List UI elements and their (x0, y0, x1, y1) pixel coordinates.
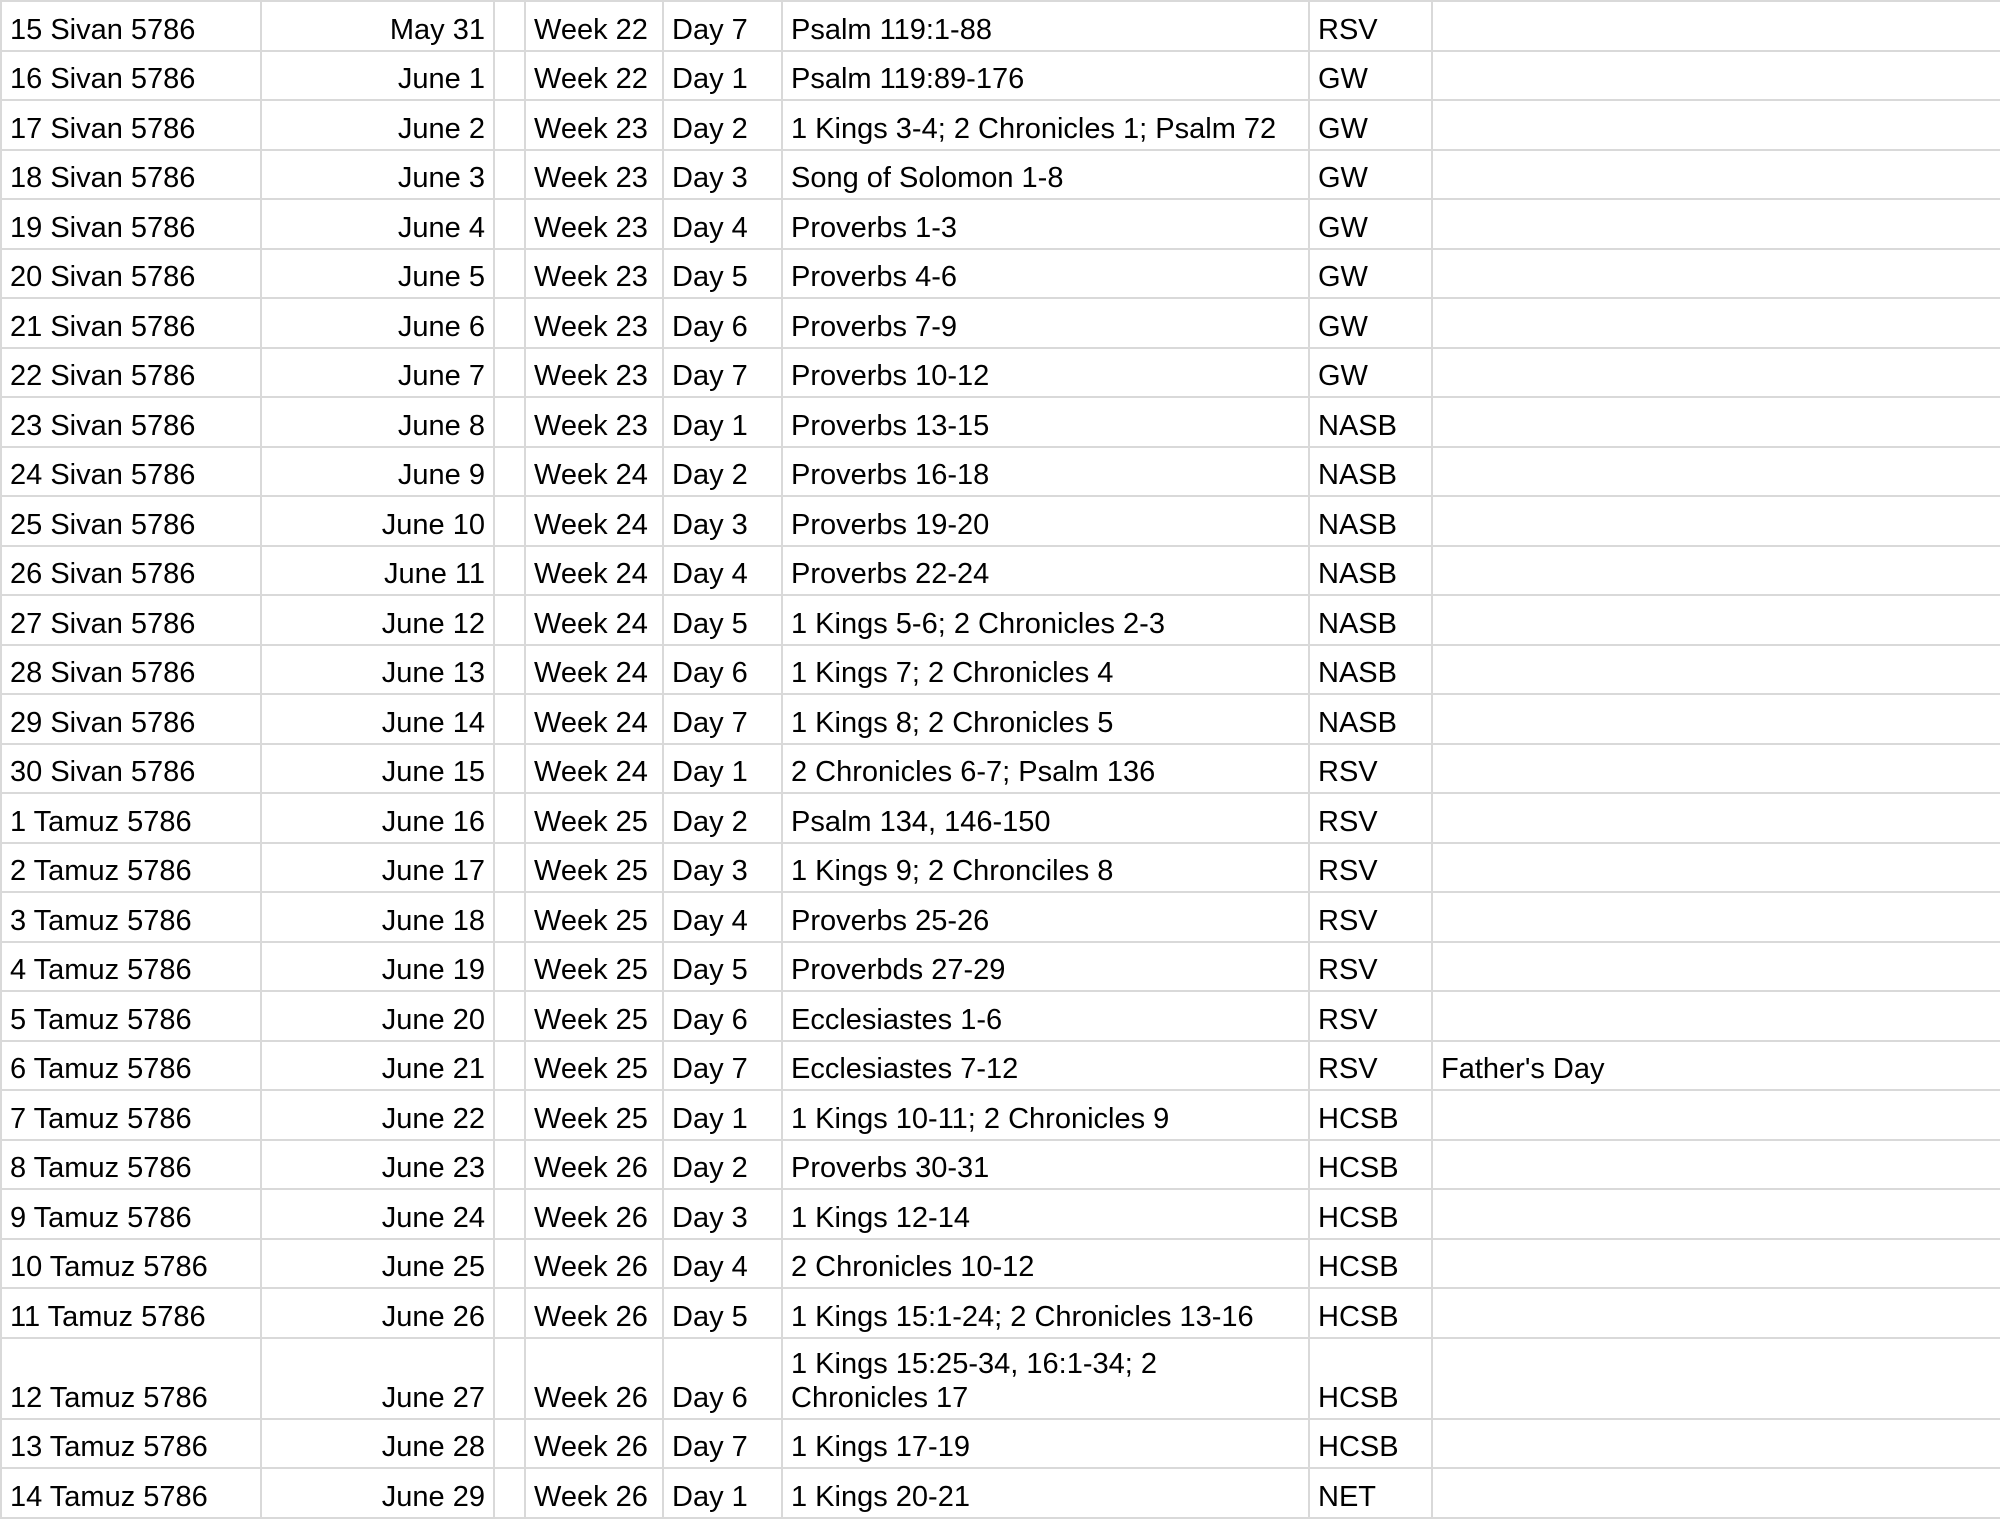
blank-cell[interactable] (494, 496, 525, 546)
day-cell[interactable]: Day 2 (663, 447, 782, 497)
day-cell[interactable]: Day 7 (663, 1419, 782, 1469)
table-row (1, 892, 2000, 942)
day-cell[interactable]: Day 7 (663, 694, 782, 744)
reading-cell[interactable]: 1 Kings 9; 2 Chronciles 8 (782, 843, 1309, 893)
day-cell[interactable]: Day 5 (663, 249, 782, 299)
reading-cell[interactable]: Proverbs 25-26 (782, 892, 1309, 942)
reading-cell[interactable]: Proverbs 13-15 (782, 397, 1309, 447)
date-cell[interactable]: June 29 (261, 1468, 494, 1518)
translation-cell[interactable]: NASB (1309, 447, 1432, 497)
hebrew-date-cell[interactable]: 27 Sivan 5786 (1, 595, 261, 645)
date-cell[interactable]: June 9 (261, 447, 494, 497)
table-row (1, 1140, 2000, 1190)
date-cell[interactable]: June 19 (261, 942, 494, 992)
translation-cell[interactable]: GW (1309, 150, 1432, 200)
note-cell[interactable] (1432, 744, 2000, 794)
table-row (1, 298, 2000, 348)
reading-cell[interactable]: Proverbs 10-12 (782, 348, 1309, 398)
day-cell[interactable]: Day 5 (663, 942, 782, 992)
week-cell[interactable]: Week 24 (525, 546, 663, 596)
table-row (1, 51, 2000, 101)
date-cell[interactable]: June 25 (261, 1239, 494, 1289)
day-cell[interactable]: Day 2 (663, 1140, 782, 1190)
week-cell[interactable]: Week 23 (525, 298, 663, 348)
blank-cell[interactable] (494, 1189, 525, 1239)
week-cell[interactable]: Week 26 (525, 1189, 663, 1239)
note-cell[interactable] (1432, 348, 2000, 398)
date-cell[interactable]: May 31 (261, 1, 494, 51)
table-row (1, 100, 2000, 150)
week-cell[interactable]: Week 26 (525, 1468, 663, 1518)
blank-cell[interactable] (494, 694, 525, 744)
blank-cell[interactable] (494, 645, 525, 695)
date-cell[interactable]: June 4 (261, 199, 494, 249)
hebrew-date-cell[interactable]: 21 Sivan 5786 (1, 298, 261, 348)
note-cell[interactable] (1432, 645, 2000, 695)
reading-cell[interactable]: 1 Kings 7; 2 Chronicles 4 (782, 645, 1309, 695)
day-cell[interactable]: Day 3 (663, 1189, 782, 1239)
blank-cell[interactable] (494, 744, 525, 794)
week-cell[interactable]: Week 24 (525, 694, 663, 744)
hebrew-date-cell[interactable]: 6 Tamuz 5786 (1, 1041, 261, 1091)
date-cell[interactable]: June 5 (261, 249, 494, 299)
date-cell[interactable]: June 15 (261, 744, 494, 794)
blank-cell[interactable] (494, 1239, 525, 1289)
reading-cell[interactable]: Psalm 119:89-176 (782, 51, 1309, 101)
hebrew-date-cell[interactable]: 11 Tamuz 5786 (1, 1288, 261, 1338)
hebrew-date-cell[interactable]: 9 Tamuz 5786 (1, 1189, 261, 1239)
translation-cell[interactable]: GW (1309, 100, 1432, 150)
table-row (1, 1090, 2000, 1140)
day-cell[interactable]: Day 1 (663, 744, 782, 794)
day-cell[interactable]: Day 4 (663, 199, 782, 249)
note-cell[interactable] (1432, 1239, 2000, 1289)
hebrew-date-cell[interactable]: 15 Sivan 5786 (1, 1, 261, 51)
day-cell[interactable]: Day 7 (663, 348, 782, 398)
day-cell[interactable]: Day 3 (663, 150, 782, 200)
translation-cell[interactable]: GW (1309, 249, 1432, 299)
reading-cell[interactable]: Psalm 134, 146-150 (782, 793, 1309, 843)
table-row (1, 1419, 2000, 1469)
date-cell[interactable]: June 22 (261, 1090, 494, 1140)
hebrew-date-cell[interactable]: 19 Sivan 5786 (1, 199, 261, 249)
note-cell[interactable] (1432, 249, 2000, 299)
day-cell[interactable]: Day 6 (663, 645, 782, 695)
hebrew-date-cell[interactable]: 3 Tamuz 5786 (1, 892, 261, 942)
table-row (1, 348, 2000, 398)
date-cell[interactable]: June 26 (261, 1288, 494, 1338)
week-cell[interactable]: Week 26 (525, 1239, 663, 1289)
date-cell[interactable]: June 18 (261, 892, 494, 942)
blank-cell[interactable] (494, 1338, 525, 1419)
blank-cell[interactable] (494, 348, 525, 398)
reading-cell[interactable]: 1 Kings 8; 2 Chronicles 5 (782, 694, 1309, 744)
hebrew-date-cell[interactable]: 8 Tamuz 5786 (1, 1140, 261, 1190)
translation-cell[interactable]: HCSB (1309, 1239, 1432, 1289)
hebrew-date-cell[interactable]: 2 Tamuz 5786 (1, 843, 261, 893)
date-cell[interactable]: June 24 (261, 1189, 494, 1239)
day-cell[interactable]: Day 4 (663, 892, 782, 942)
blank-cell[interactable] (494, 51, 525, 101)
week-cell[interactable]: Week 23 (525, 249, 663, 299)
table-row (1, 645, 2000, 695)
date-cell[interactable]: June 8 (261, 397, 494, 447)
blank-cell[interactable] (494, 150, 525, 200)
blank-cell[interactable] (494, 1090, 525, 1140)
week-cell[interactable]: Week 23 (525, 199, 663, 249)
translation-cell[interactable]: GW (1309, 348, 1432, 398)
week-cell[interactable]: Week 25 (525, 843, 663, 893)
translation-cell[interactable]: GW (1309, 199, 1432, 249)
blank-cell[interactable] (494, 546, 525, 596)
reading-cell[interactable]: Proverbs 16-18 (782, 447, 1309, 497)
blank-cell[interactable] (494, 100, 525, 150)
week-cell[interactable]: Week 26 (525, 1288, 663, 1338)
note-cell[interactable] (1432, 1419, 2000, 1469)
blank-cell[interactable] (494, 298, 525, 348)
hebrew-date-cell[interactable]: 16 Sivan 5786 (1, 51, 261, 101)
table-row (1, 1288, 2000, 1338)
day-cell[interactable]: Day 6 (663, 298, 782, 348)
date-cell[interactable]: June 11 (261, 546, 494, 596)
reading-cell[interactable]: Proverbs 30-31 (782, 1140, 1309, 1190)
week-cell[interactable]: Week 24 (525, 595, 663, 645)
translation-cell[interactable]: RSV (1309, 1, 1432, 51)
reading-cell[interactable]: 1 Kings 5-6; 2 Chronicles 2-3 (782, 595, 1309, 645)
translation-cell[interactable]: HCSB (1309, 1338, 1432, 1419)
table-row (1, 1239, 2000, 1289)
hebrew-date-cell[interactable]: 23 Sivan 5786 (1, 397, 261, 447)
blank-cell[interactable] (494, 793, 525, 843)
translation-cell[interactable]: NASB (1309, 397, 1432, 447)
week-cell[interactable]: Week 23 (525, 397, 663, 447)
week-cell[interactable]: Week 22 (525, 1, 663, 51)
day-cell[interactable]: Day 6 (663, 1338, 782, 1419)
note-cell[interactable] (1432, 546, 2000, 596)
day-cell[interactable]: Day 1 (663, 1090, 782, 1140)
reading-cell[interactable]: Psalm 119:1-88 (782, 1, 1309, 51)
week-cell[interactable]: Week 23 (525, 100, 663, 150)
translation-cell[interactable]: RSV (1309, 793, 1432, 843)
table-row (1, 843, 2000, 893)
week-cell[interactable]: Week 25 (525, 793, 663, 843)
table-row (1, 199, 2000, 249)
translation-cell[interactable]: HCSB (1309, 1419, 1432, 1469)
note-cell[interactable] (1432, 991, 2000, 1041)
reading-cell[interactable]: Proverbs 1-3 (782, 199, 1309, 249)
day-cell[interactable]: Day 4 (663, 546, 782, 596)
translation-cell[interactable]: HCSB (1309, 1288, 1432, 1338)
translation-cell[interactable]: NET (1309, 1468, 1432, 1518)
blank-cell[interactable] (494, 249, 525, 299)
date-cell[interactable]: June 16 (261, 793, 494, 843)
week-cell[interactable]: Week 24 (525, 496, 663, 546)
date-cell[interactable]: June 12 (261, 595, 494, 645)
date-cell[interactable]: June 28 (261, 1419, 494, 1469)
date-cell[interactable]: June 23 (261, 1140, 494, 1190)
table-row (1, 496, 2000, 546)
hebrew-date-cell[interactable]: 13 Tamuz 5786 (1, 1419, 261, 1469)
table-row (1, 150, 2000, 200)
date-cell[interactable]: June 21 (261, 1041, 494, 1091)
blank-cell[interactable] (494, 595, 525, 645)
reading-cell[interactable]: 1 Kings 3-4; 2 Chronicles 1; Psalm 72 (782, 100, 1309, 150)
hebrew-date-cell[interactable]: 25 Sivan 5786 (1, 496, 261, 546)
table-row (1, 1, 2000, 51)
translation-cell[interactable]: NASB (1309, 694, 1432, 744)
note-cell[interactable] (1432, 100, 2000, 150)
week-cell[interactable]: Week 26 (525, 1338, 663, 1419)
note-cell[interactable]: Father's Day (1432, 1041, 2000, 1091)
reading-cell[interactable]: Proverbs 7-9 (782, 298, 1309, 348)
note-cell[interactable] (1432, 447, 2000, 497)
day-cell[interactable]: Day 6 (663, 991, 782, 1041)
translation-cell[interactable]: GW (1309, 51, 1432, 101)
note-cell[interactable] (1432, 1189, 2000, 1239)
note-cell[interactable] (1432, 793, 2000, 843)
hebrew-date-cell[interactable]: 14 Tamuz 5786 (1, 1468, 261, 1518)
day-cell[interactable]: Day 1 (663, 1468, 782, 1518)
blank-cell[interactable] (494, 1140, 525, 1190)
blank-cell[interactable] (494, 1468, 525, 1518)
blank-cell[interactable] (494, 1419, 525, 1469)
week-cell[interactable]: Week 25 (525, 1041, 663, 1091)
reading-cell[interactable]: 1 Kings 17-19 (782, 1419, 1309, 1469)
hebrew-date-cell[interactable]: 20 Sivan 5786 (1, 249, 261, 299)
blank-cell[interactable] (494, 397, 525, 447)
blank-cell[interactable] (494, 892, 525, 942)
table-row (1, 595, 2000, 645)
hebrew-date-cell[interactable]: 30 Sivan 5786 (1, 744, 261, 794)
week-cell[interactable]: Week 23 (525, 348, 663, 398)
day-cell[interactable]: Day 5 (663, 1288, 782, 1338)
table-body (1, 1, 2000, 1518)
week-cell[interactable]: Week 26 (525, 1140, 663, 1190)
note-cell[interactable] (1432, 694, 2000, 744)
date-cell[interactable]: June 20 (261, 991, 494, 1041)
note-cell[interactable] (1432, 199, 2000, 249)
reading-cell[interactable]: Ecclesiastes 1-6 (782, 991, 1309, 1041)
translation-cell[interactable]: HCSB (1309, 1189, 1432, 1239)
table-row (1, 1041, 2000, 1091)
table-row (1, 447, 2000, 497)
reading-cell[interactable]: 1 Kings 10-11; 2 Chronicles 9 (782, 1090, 1309, 1140)
note-cell[interactable] (1432, 298, 2000, 348)
table-row (1, 694, 2000, 744)
table-row (1, 1189, 2000, 1239)
table-row (1, 1468, 2000, 1518)
week-cell[interactable]: Week 25 (525, 1090, 663, 1140)
note-cell[interactable] (1432, 51, 2000, 101)
reading-cell[interactable]: Proverbds 27-29 (782, 942, 1309, 992)
translation-cell[interactable]: RSV (1309, 942, 1432, 992)
date-cell[interactable]: June 1 (261, 51, 494, 101)
week-cell[interactable]: Week 23 (525, 150, 663, 200)
blank-cell[interactable] (494, 1041, 525, 1091)
note-cell[interactable] (1432, 1140, 2000, 1190)
hebrew-date-cell[interactable]: 7 Tamuz 5786 (1, 1090, 261, 1140)
date-cell[interactable]: June 17 (261, 843, 494, 893)
day-cell[interactable]: Day 5 (663, 595, 782, 645)
day-cell[interactable]: Day 3 (663, 843, 782, 893)
date-cell[interactable]: June 3 (261, 150, 494, 200)
note-cell[interactable] (1432, 942, 2000, 992)
translation-cell[interactable]: NASB (1309, 546, 1432, 596)
note-cell[interactable] (1432, 496, 2000, 546)
reading-cell[interactable]: Song of Solomon 1-8 (782, 150, 1309, 200)
day-cell[interactable]: Day 2 (663, 100, 782, 150)
week-cell[interactable]: Week 25 (525, 942, 663, 992)
reading-cell[interactable]: 1 Kings 15:1-24; 2 Chronicles 13-16 (782, 1288, 1309, 1338)
table-row (1, 793, 2000, 843)
day-cell[interactable]: Day 7 (663, 1, 782, 51)
translation-cell[interactable]: RSV (1309, 991, 1432, 1041)
table-row (1, 546, 2000, 596)
translation-cell[interactable]: RSV (1309, 843, 1432, 893)
hebrew-date-cell[interactable]: 26 Sivan 5786 (1, 546, 261, 596)
day-cell[interactable]: Day 1 (663, 51, 782, 101)
hebrew-date-cell[interactable]: 4 Tamuz 5786 (1, 942, 261, 992)
date-cell[interactable]: June 10 (261, 496, 494, 546)
day-cell[interactable]: Day 4 (663, 1239, 782, 1289)
hebrew-date-cell[interactable]: 18 Sivan 5786 (1, 150, 261, 200)
note-cell[interactable] (1432, 1338, 2000, 1419)
reading-cell[interactable]: 2 Chronicles 10-12 (782, 1239, 1309, 1289)
hebrew-date-cell[interactable]: 24 Sivan 5786 (1, 447, 261, 497)
table-row (1, 942, 2000, 992)
table-row (1, 249, 2000, 299)
week-cell[interactable]: Week 24 (525, 645, 663, 695)
note-cell[interactable] (1432, 595, 2000, 645)
week-cell[interactable]: Week 25 (525, 991, 663, 1041)
blank-cell[interactable] (494, 1, 525, 51)
reading-cell[interactable]: 1 Kings 20-21 (782, 1468, 1309, 1518)
week-cell[interactable]: Week 24 (525, 447, 663, 497)
week-cell[interactable]: Week 24 (525, 744, 663, 794)
note-cell[interactable] (1432, 1, 2000, 51)
hebrew-date-cell[interactable]: 10 Tamuz 5786 (1, 1239, 261, 1289)
hebrew-date-cell[interactable]: 1 Tamuz 5786 (1, 793, 261, 843)
table-row (1, 1338, 2000, 1419)
note-cell[interactable] (1432, 150, 2000, 200)
date-cell[interactable]: June 2 (261, 100, 494, 150)
translation-cell[interactable]: RSV (1309, 892, 1432, 942)
day-cell[interactable]: Day 2 (663, 793, 782, 843)
date-cell[interactable]: June 7 (261, 348, 494, 398)
reading-cell[interactable]: Proverbs 4-6 (782, 249, 1309, 299)
hebrew-date-cell[interactable]: 29 Sivan 5786 (1, 694, 261, 744)
blank-cell[interactable] (494, 843, 525, 893)
note-cell[interactable] (1432, 397, 2000, 447)
translation-cell[interactable]: RSV (1309, 744, 1432, 794)
date-cell[interactable]: June 14 (261, 694, 494, 744)
translation-cell[interactable]: NASB (1309, 645, 1432, 695)
week-cell[interactable]: Week 22 (525, 51, 663, 101)
hebrew-date-cell[interactable]: 12 Tamuz 5786 (1, 1338, 261, 1419)
reading-cell[interactable]: 1 Kings 15:25-34, 16:1-34; 2 Chronicles 17 (782, 1338, 1309, 1419)
table-row (1, 397, 2000, 447)
blank-cell[interactable] (494, 942, 525, 992)
note-cell[interactable] (1432, 843, 2000, 893)
translation-cell[interactable]: HCSB (1309, 1090, 1432, 1140)
note-cell[interactable] (1432, 1090, 2000, 1140)
reading-cell[interactable]: Ecclesiastes 7-12 (782, 1041, 1309, 1091)
blank-cell[interactable] (494, 447, 525, 497)
table-row (1, 744, 2000, 794)
blank-cell[interactable] (494, 1288, 525, 1338)
table-row (1, 991, 2000, 1041)
hebrew-date-cell[interactable]: 5 Tamuz 5786 (1, 991, 261, 1041)
translation-cell[interactable]: NASB (1309, 496, 1432, 546)
note-cell[interactable] (1432, 1468, 2000, 1518)
translation-cell[interactable]: RSV (1309, 1041, 1432, 1091)
reading-cell[interactable]: 1 Kings 12-14 (782, 1189, 1309, 1239)
date-cell[interactable]: June 13 (261, 645, 494, 695)
translation-cell[interactable]: GW (1309, 298, 1432, 348)
reading-cell[interactable]: Proverbs 19-20 (782, 496, 1309, 546)
translation-cell[interactable]: HCSB (1309, 1140, 1432, 1190)
hebrew-date-cell[interactable]: 17 Sivan 5786 (1, 100, 261, 150)
week-cell[interactable]: Week 25 (525, 892, 663, 942)
day-cell[interactable]: Day 3 (663, 496, 782, 546)
hebrew-date-cell[interactable]: 28 Sivan 5786 (1, 645, 261, 695)
reading-cell[interactable]: Proverbs 22-24 (782, 546, 1309, 596)
week-cell[interactable]: Week 26 (525, 1419, 663, 1469)
date-cell[interactable]: June 27 (261, 1338, 494, 1419)
note-cell[interactable] (1432, 1288, 2000, 1338)
note-cell[interactable] (1432, 892, 2000, 942)
hebrew-date-cell[interactable]: 22 Sivan 5786 (1, 348, 261, 398)
translation-cell[interactable]: NASB (1309, 595, 1432, 645)
reading-cell[interactable]: 2 Chronicles 6-7; Psalm 136 (782, 744, 1309, 794)
blank-cell[interactable] (494, 199, 525, 249)
day-cell[interactable]: Day 1 (663, 397, 782, 447)
blank-cell[interactable] (494, 991, 525, 1041)
day-cell[interactable]: Day 7 (663, 1041, 782, 1091)
date-cell[interactable]: June 6 (261, 298, 494, 348)
